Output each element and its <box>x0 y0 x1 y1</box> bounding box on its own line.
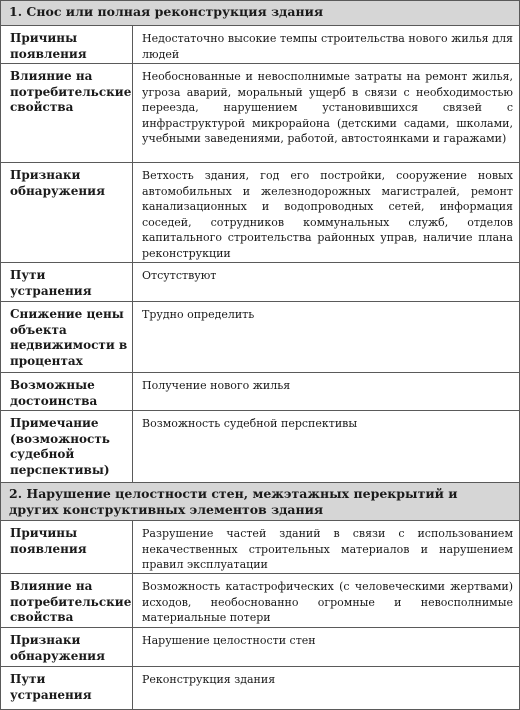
row-value: Реконструкция здания <box>142 673 276 686</box>
row-label: Причины появления <box>1 521 133 573</box>
table-row <box>1 520 519 573</box>
table-row <box>1 573 519 627</box>
row-value: Необоснованные и невосполнимые затраты на ремонт жилья, угроза аварий, моральный ущерб в связи с необходимостью переезда, нарушением установившихся связей с инфраструктурой микрорайона (детскими садами, школами, учебными заведениями, работой, автостоянками и гаражами) <box>142 70 513 146</box>
row-label: Снижение цены объекта недвижимости в процентах <box>1 302 133 372</box>
row-value: Недостаточно высокие темпы строительства нового жилья для людей <box>142 32 513 61</box>
table-row <box>1 666 519 709</box>
table-row <box>1 262 519 301</box>
row-value: Возможность судебной перспективы <box>142 417 358 430</box>
row-label: Причины появления <box>1 26 133 63</box>
row-value: Получение нового жилья <box>142 379 291 392</box>
row-label: Влияние на потребительские свойства <box>1 574 133 627</box>
row-label: Влияние на потребительские свойства <box>1 64 133 162</box>
row-label: Пути устранения <box>1 263 133 301</box>
row-value: Ветхость здания, год его постройки, сооружение новых автомобильных и железнодорожных магистралей, ремонт канализационных и водопроводных сетей, информация соседей, сотрудников коммунальных служб, отделов капитального строительства районных управ, наличие плана реконструкции <box>142 169 513 260</box>
row-label: Примечание (возможность судебной перспективы) <box>1 411 133 482</box>
table-row <box>1 301 519 372</box>
section-header-2 <box>1 482 519 520</box>
section-title: 1. Снос или полная реконструкция здания <box>9 4 324 19</box>
row-value: Разрушение частей зданий в связи с использованием некачественных строительных материалов и нарушением правил эксплуатации <box>142 527 513 572</box>
row-value: Возможность катастрофических (с человеческими жертвами) исходов, необоснованно огромные и невосполнимые материальные потери <box>142 580 513 625</box>
row-label: Признаки обнаружения <box>1 163 133 262</box>
row-label: Возможные достоинства <box>1 373 133 410</box>
table-row <box>1 410 519 482</box>
row-value: Нарушение целостности стен <box>142 634 316 647</box>
row-value: Отсутствуют <box>142 269 217 282</box>
table-row <box>1 63 519 162</box>
table-row <box>1 372 519 410</box>
row-label: Пути устранения <box>1 667 133 709</box>
table-row <box>1 25 519 63</box>
table-row <box>1 162 519 262</box>
row-label: Признаки обнаружения <box>1 628 133 666</box>
section-header-1 <box>1 0 519 25</box>
section-title: 2. Нарушение целостности стен, межэтажных перекрытий и других конструктивных элементов здания <box>9 486 458 517</box>
row-value: Трудно определить <box>142 308 255 321</box>
table-row <box>1 627 519 666</box>
